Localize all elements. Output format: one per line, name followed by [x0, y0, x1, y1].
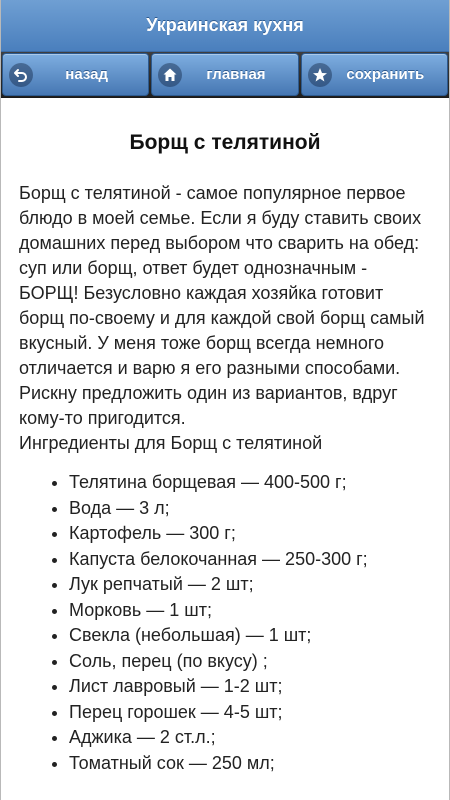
- app-title: Украинская кухня: [146, 15, 304, 35]
- ingredient-item: • Томатный сок — 250 мл;: [69, 751, 431, 777]
- ingredients-list: [19, 470, 431, 776]
- ingredient-item: • Перец горошек — 4-5 шт;: [69, 700, 431, 726]
- ingredient-item: • Лист лавровый — 1-2 шт;: [69, 674, 431, 700]
- ingredient-item: • Соль, перец (по вкусу) ;: [69, 649, 431, 675]
- back-arrow-icon: [9, 63, 33, 87]
- recipe-intro: Борщ с телятиной - самое популярное первое блюдо в моей семье. Если я буду ставить своих домашних перед выбором что сварить на обед: суп или борщ, ответ будет однозначным - БОРЩ! Безусловно каждая хозяйка готовит борщ по-своему и для каждой свой борщ самый вкусный. У меня тоже борщ всегда немного отличается и варю я его разными способами. Рискну предложить один из вариантов, вдруг кому-то пригодится.: [19, 183, 425, 428]
- back-button-label: назад: [65, 66, 109, 83]
- ingredient-item: • Свекла (небольшая) — 1 шт;: [69, 623, 431, 649]
- recipe-title: Борщ с телятиной: [129, 131, 321, 154]
- ingredient-item: • Вода — 3 л;: [69, 496, 431, 522]
- save-button-label: сохранить: [346, 66, 425, 83]
- save-button[interactable]: [301, 53, 448, 96]
- ingredient-item: • Телятина борщевая — 400-500 г;: [69, 470, 431, 496]
- star-icon: [308, 63, 332, 87]
- ingredient-item: • Морковь — 1 шт;: [69, 598, 431, 624]
- nav-bar: [1, 52, 449, 98]
- ingredient-item: • Лук репчатый — 2 шт;: [69, 572, 431, 598]
- home-button[interactable]: [151, 53, 298, 96]
- ingredient-item: • Аджика — 2 ст.л.;: [69, 725, 431, 751]
- home-button-label: главная: [206, 66, 266, 83]
- ingredient-item: • Капуста белокочанная — 250-300 г;: [69, 547, 431, 573]
- ingredient-item: • Картофель — 300 г;: [69, 521, 431, 547]
- recipe-content: [1, 131, 449, 776]
- title-bar: [1, 0, 449, 52]
- home-icon: [158, 63, 182, 87]
- back-button[interactable]: [2, 53, 149, 96]
- ingredients-heading: Ингредиенты для Борщ с телятиной: [19, 433, 323, 453]
